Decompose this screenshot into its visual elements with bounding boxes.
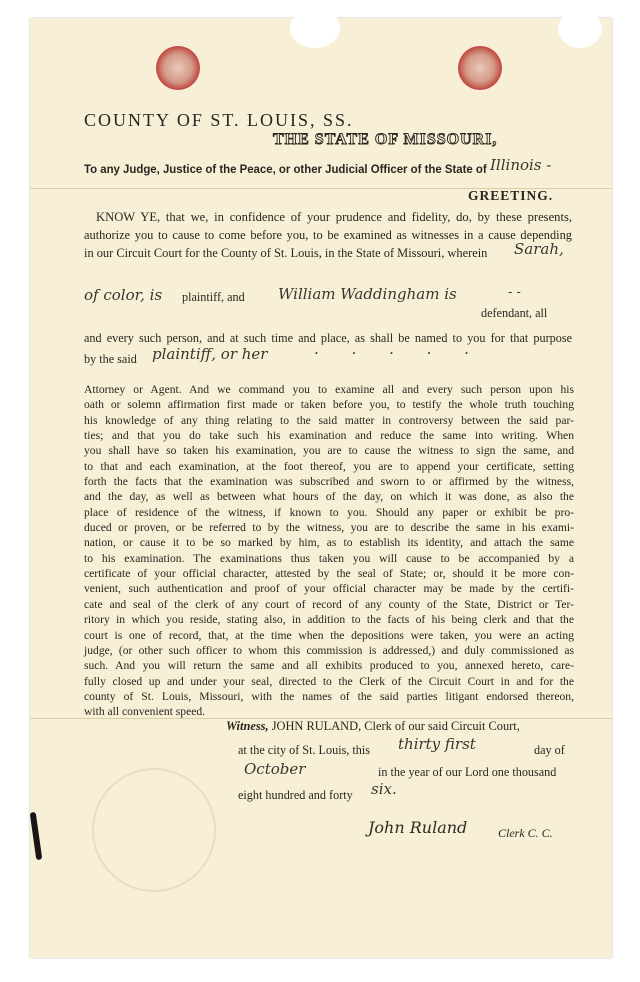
- body-line: forth the facts that the examination was subscribed and sworn to or affirmed by the witness,: [84, 475, 574, 489]
- wax-seal: [458, 46, 502, 90]
- body-line: fully closed up and under your seal, directed to the Clerk of the Circuit Court in and for the: [84, 674, 574, 688]
- preamble-line: plaintiff, and: [182, 290, 245, 304]
- body-line: place of residence of the witness, if known to you. Should any paper or exhibit be pro-: [84, 505, 574, 519]
- body-line: certificate of your official character, attested by the seal of State; or, should it be more con-: [84, 567, 574, 581]
- commission-body: [84, 382, 574, 720]
- body-line: cate and seal of the clerk of any court of record of any county of the State, District or Ter-: [84, 597, 574, 611]
- body-line: venient, such authentication and proof of your official character may be made by the certifi-: [84, 582, 574, 596]
- body-line: judge, (or other such officer to whom this commission is addressed,) and duly commissioned as: [84, 643, 574, 657]
- witness-line: [226, 719, 520, 734]
- greeting: GREETING.: [468, 188, 554, 203]
- clerk-signature: John Ruland: [368, 818, 468, 837]
- body-line: and the day, as well as between what hours of the day, on which it was done, as also the: [84, 490, 574, 504]
- witness-text: JOHN RULAND, Clerk of our said Circuit Court,: [271, 719, 520, 733]
- handwritten-plaintiff: Sarah,: [514, 240, 564, 258]
- preamble-line: by the said: [84, 352, 137, 366]
- embossed-seal: [92, 768, 216, 892]
- county-heading: COUNTY OF ST. LOUIS, SS.: [84, 110, 354, 130]
- addressee-text: To any Judge, Justice of the Peace, or other Judicial Officer of the State of: [84, 162, 487, 176]
- handwritten-dashes: - -: [508, 285, 521, 300]
- preamble-line: and every such person, and at such time and place, as shall be named to you for that purpose: [84, 331, 572, 345]
- addressee-line: [84, 162, 487, 176]
- body-line: duced or proven, or be referred to by the witness, you are to describe the same in his exami-: [84, 521, 574, 535]
- state-heading: THE STATE OF MISSOURI,: [273, 131, 498, 148]
- body-line: nation, or cause it to be so marked by him, as to establish its identity, and attach the same: [84, 536, 574, 550]
- wax-seal: [156, 46, 200, 90]
- clerk-title: Clerk C. C.: [498, 826, 553, 840]
- body-line: oath or solemn affirmation first made or taken before you, to testify the whole truth touching: [84, 398, 574, 412]
- body-line: such. And you will return the same and all exhibits produced to you, annexed hereto, care-: [84, 659, 574, 673]
- witness-day-of: day of: [534, 743, 565, 757]
- torn-edge: [558, 10, 602, 48]
- witness-eight: eight hundred and forty: [238, 788, 353, 802]
- body-line: you shall have so taken his examination, you are to cause the witness to sign the same, and: [84, 444, 574, 458]
- handwritten-year: six.: [371, 780, 397, 798]
- body-line: to his examination. The examinations thus taken you will cause to be accompanied by a: [84, 551, 574, 565]
- preamble-line: in our Circuit Court for the County of St. Louis, in the State of Missouri, wherein: [84, 246, 488, 260]
- preamble-line: authorize you to cause to come before you, to be examined as witnesses in a cause depending: [84, 228, 572, 242]
- handwritten-day: thirty first: [398, 735, 476, 753]
- handwritten-state: Illinois -: [490, 156, 552, 174]
- body-line: his knowledge of any thing relating to the said matter in controversy between the said par-: [84, 413, 574, 427]
- body-line: ties; and that you do take such his examination and reduce the same into writing. When: [84, 429, 574, 443]
- handwritten-month: October: [244, 760, 306, 778]
- handwritten-defendant: William Waddingham is: [278, 285, 457, 303]
- body-line: ritory in which you reside, stating also, in addition to the facts of his being clerk and that the: [84, 613, 574, 627]
- witness-city: at the city of St. Louis, this: [238, 743, 371, 757]
- witness-label: Witness,: [226, 719, 269, 733]
- handwritten-dots: . . . . .: [314, 340, 483, 358]
- body-line: Attorney or Agent. And we command you to examine all and every such person upon his: [84, 383, 574, 396]
- witness-year-text: in the year of our Lord one thousand: [378, 765, 557, 779]
- preamble-line: defendant, all: [481, 306, 548, 320]
- body-line: with all convenient speed.: [84, 705, 206, 719]
- body-line: county of St. Louis, Missouri, with the names of the said parties litigant endorsed thereon,: [84, 689, 574, 703]
- torn-edge: [290, 8, 340, 48]
- body-line: court is one of record, that, at the time when the depositions were taken, you were an acting: [84, 628, 574, 642]
- handwritten-text: of color, is: [84, 286, 163, 304]
- preamble-line: KNOW YE, that we, in confidence of your prudence and fidelity, do, by these presents,: [96, 210, 572, 224]
- handwritten-text: plaintiff, or her: [152, 345, 268, 363]
- body-line: to that and each examination, at the foot thereof, you are to append your certificate, setting: [84, 459, 574, 473]
